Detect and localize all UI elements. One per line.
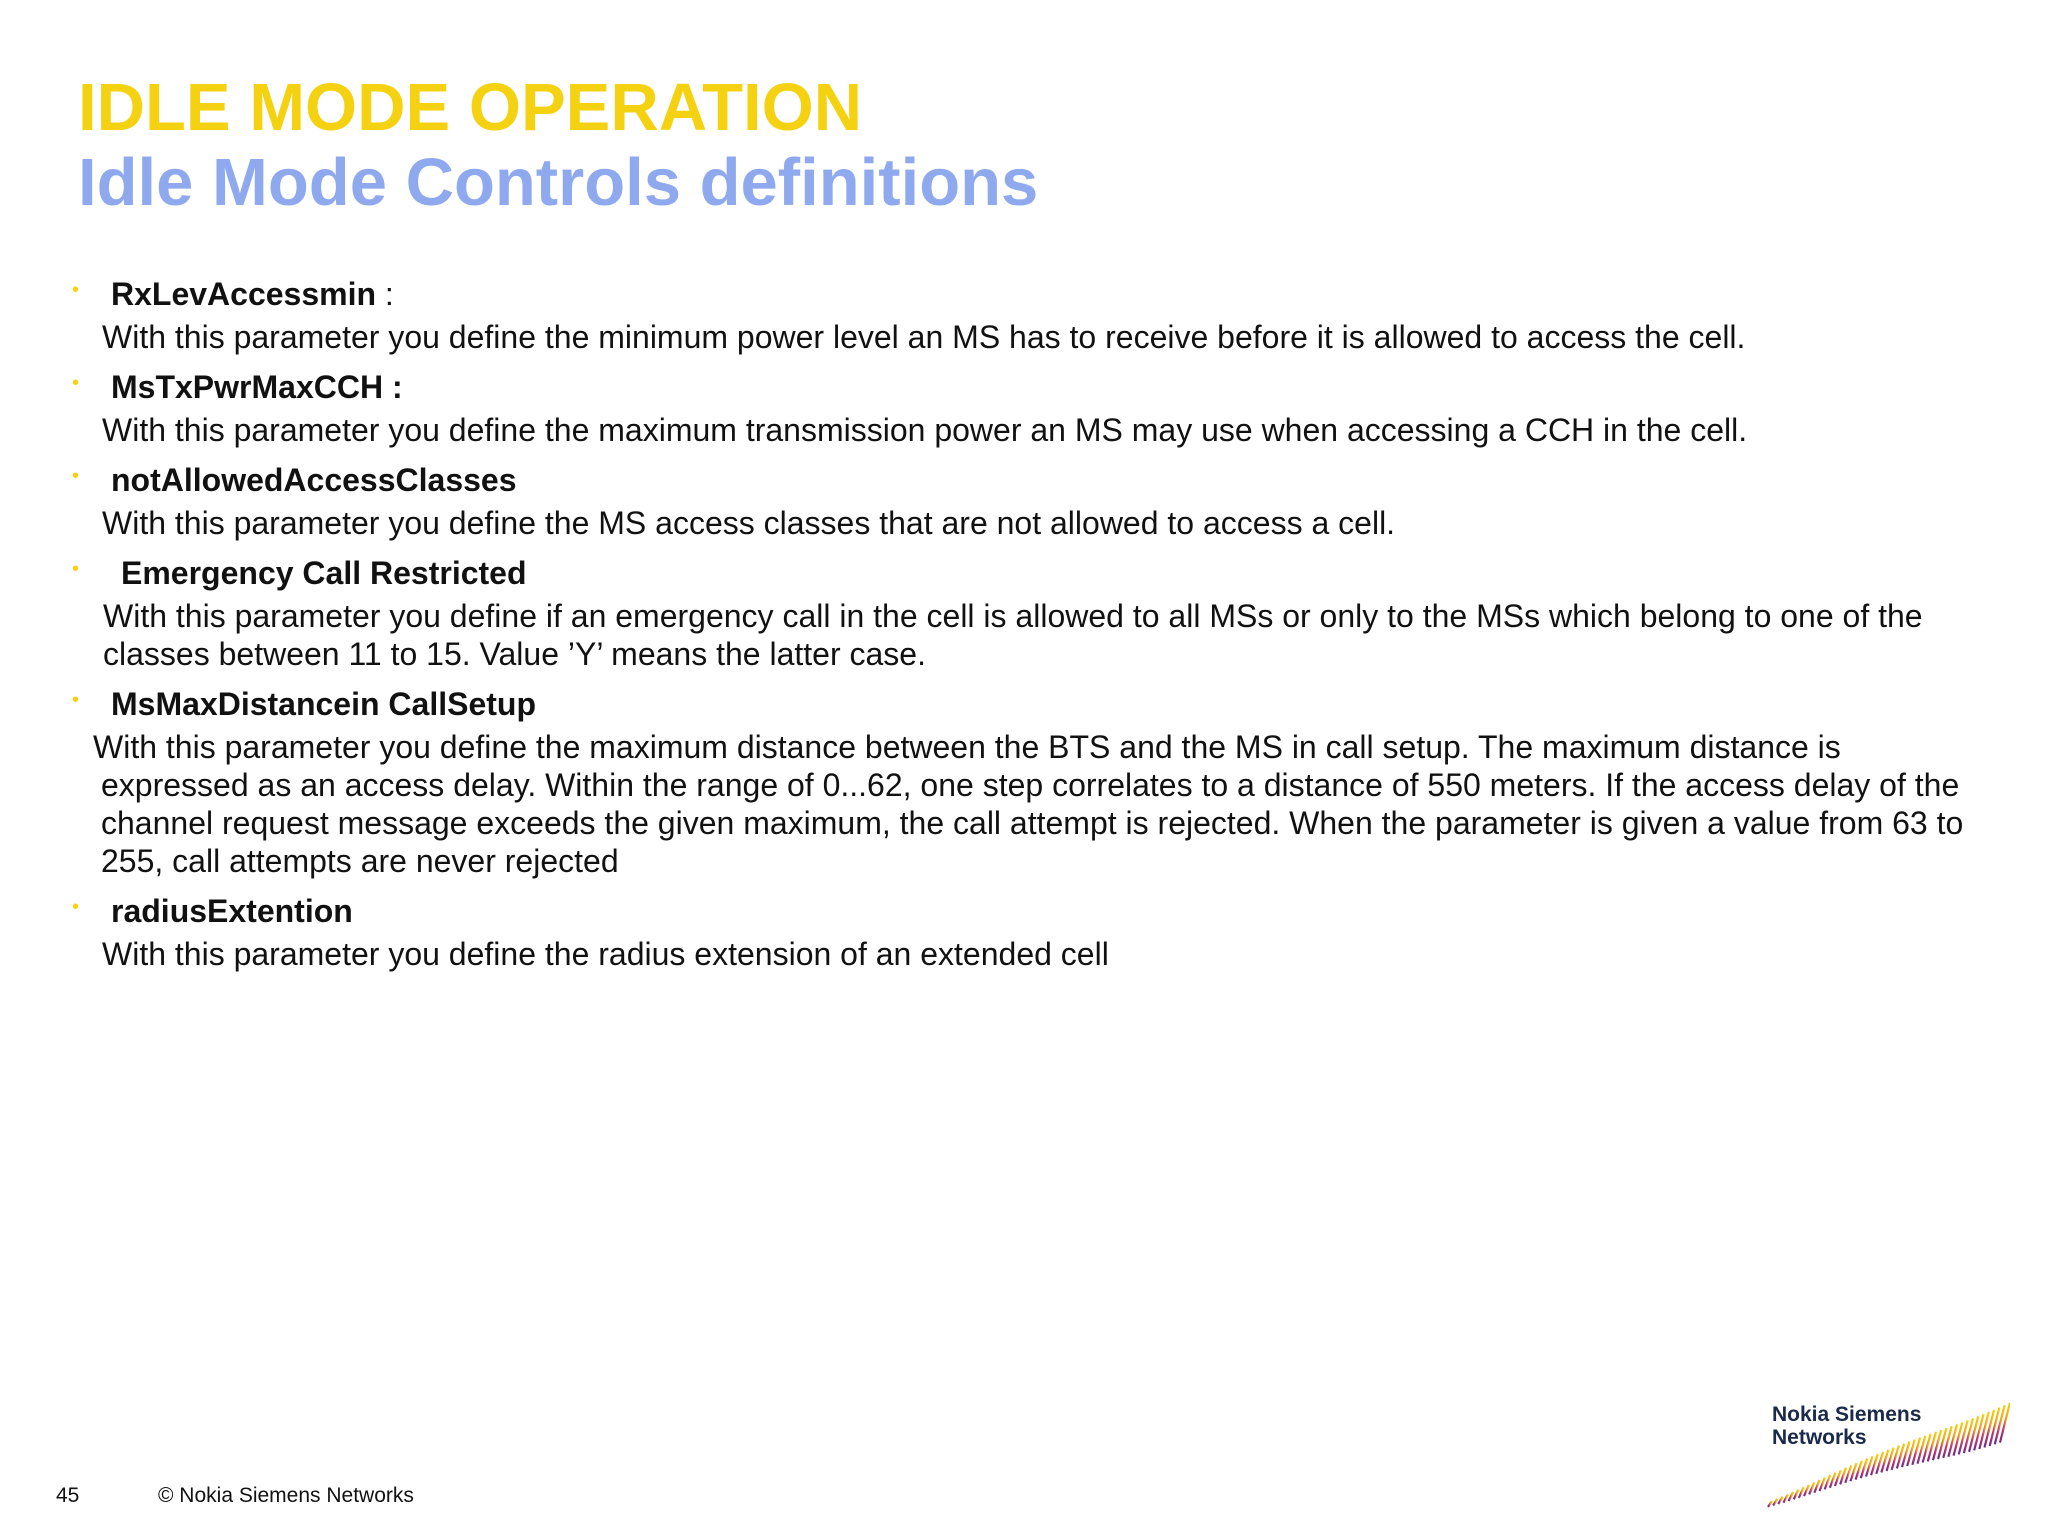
- page-number: 45: [56, 1484, 80, 1507]
- logo-wave-stroke: [1789, 1492, 1794, 1501]
- company-logo: [1760, 1395, 2010, 1515]
- parameter-term: radiusExtention: [111, 893, 353, 929]
- slide-subtitle: Idle Mode Controls definitions: [78, 145, 1039, 220]
- logo-wave-stroke: [1959, 1420, 1968, 1454]
- list-item: [72, 363, 1992, 456]
- logo-wave-stroke: [1954, 1422, 1963, 1455]
- bullet-icon: •: [72, 465, 80, 487]
- bullet-icon: •: [72, 896, 80, 918]
- logo-wave-stroke: [1969, 1416, 1978, 1452]
- logo-wave-stroke: [1995, 1405, 2005, 1444]
- logo-wave-stroke: [1814, 1480, 1819, 1493]
- parameter-term: MsTxPwrMaxCCH :: [111, 369, 403, 405]
- parameter-description: With this parameter you define the maximum distance between the BTS and the MS in call setup. The maximum distance is expressed as an access delay. Within the range of 0...62, one step correlates to a distance of 550 meters. If the access delay of the channel request message exceeds the given maximum, the call attempt is rejected. When the parameter is given a value from 63 to 255, call attempts are never rejected: [93, 729, 1964, 879]
- list-item: [72, 887, 1992, 980]
- logo-wave-stroke: [1948, 1424, 1957, 1457]
- logo-wave-stroke: [1794, 1490, 1799, 1500]
- logo-wave-stroke: [1768, 1501, 1772, 1507]
- logo-wave-stroke: [2000, 1403, 2010, 1443]
- parameter-description: With this parameter you define if an emergency call in the cell is allowed to all MSs or only to the MSs which belong to one of the classes between 11 to 15. Value ’Y’ means the latter case.: [103, 598, 1923, 672]
- logo-wave-stroke: [1964, 1418, 1973, 1453]
- parameter-term: Emergency Call Restricted: [121, 555, 527, 591]
- logo-wave-stroke: [1979, 1412, 1988, 1449]
- logo-wave-stroke: [1799, 1487, 1804, 1498]
- logo-wave-stroke: [1773, 1499, 1777, 1506]
- logo-wave-stroke: [1784, 1494, 1788, 1502]
- bullet-icon: •: [72, 558, 80, 580]
- logo-wave-stroke: [1804, 1485, 1809, 1496]
- list-item: [72, 680, 1992, 887]
- logo-wave-stroke: [1974, 1414, 1983, 1450]
- definitions-list: [72, 270, 1992, 980]
- list-item: [72, 456, 1992, 549]
- logo-wave-stroke: [1990, 1408, 2000, 1447]
- copyright-text: © Nokia Siemens Networks: [158, 1484, 414, 1507]
- list-item: [72, 270, 1992, 363]
- bullet-icon: •: [72, 372, 80, 394]
- parameter-description: With this parameter you define the MS access classes that are not allowed to access a cell.: [102, 505, 1396, 541]
- parameter-term: notAllowedAccessClasses: [111, 462, 517, 498]
- list-item: [72, 549, 1992, 680]
- slide-title: IDLE MODE OPERATION: [78, 70, 863, 145]
- parameter-description: With this parameter you define the maximum transmission power an MS may use when accessing a CCH in the cell.: [102, 412, 1748, 448]
- bullet-icon: •: [72, 689, 80, 711]
- bullet-icon: •: [72, 279, 80, 301]
- logo-text: Nokia Siemens Networks: [1772, 1403, 1922, 1449]
- logo-wave-stroke: [1809, 1482, 1814, 1494]
- logo-wave-stroke: [1778, 1497, 1782, 1505]
- parameter-description: With this parameter you define the minimum power level an MS has to receive before it is allowed to access the cell.: [102, 319, 1746, 355]
- parameter-description: With this parameter you define the radius extension of an extended cell: [102, 936, 1109, 972]
- parameter-term: MsMaxDistancein CallSetup: [111, 686, 536, 722]
- logo-wave-stroke: [1985, 1410, 1995, 1448]
- logo-wave-stroke: [1943, 1426, 1952, 1458]
- parameter-term: RxLevAccessmin :: [111, 276, 394, 312]
